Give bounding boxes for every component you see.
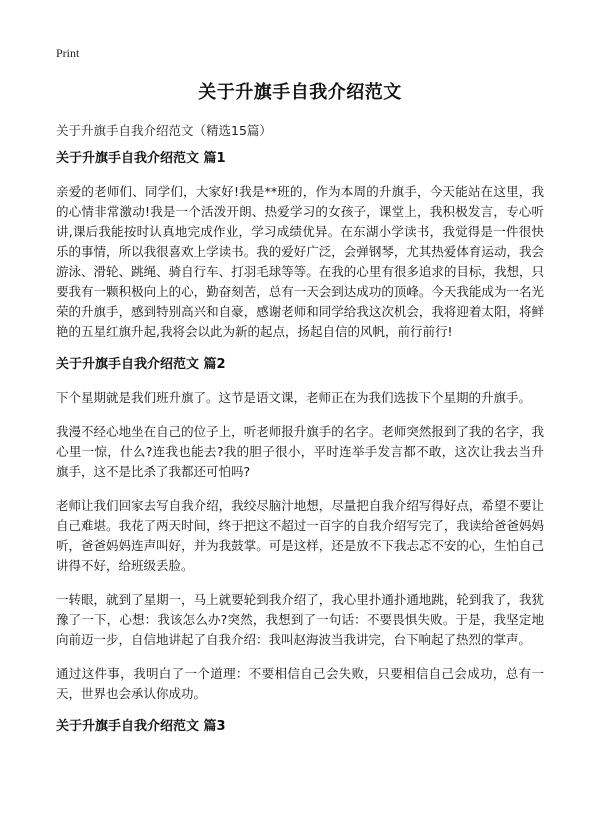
section-heading: 关于升旗手自我介绍范文 篇1 (56, 151, 226, 166)
section-heading: 关于升旗手自我介绍范文 篇2 (56, 357, 226, 372)
paragraph: 一转眼，就到了星期一，马上就要轮到我介绍了，我心里扑通扑通地跳，轮到我了，我犹豫了一下，心想：我该怎么办?突然，我想到了一句话：不要畏惧失败。于是，我坚定地向前迈一步，自信地讲起了自我介绍：我叫赵海波当我讲完，台下响起了热烈的掌声。 (56, 592, 544, 647)
paragraph: 老师让我们回家去写自我介绍，我绞尽脑汁地想，尽量把自我介绍写得好点，希望不要让自己难堪。我花了两天时间，终于把这不超过一百字的自我介绍写完了，我读给爸爸妈妈听，爸爸妈妈连声叫好，并为我鼓掌。可是这样，还是放不下我忐忑不安的心，生怕自己讲得不好，给班级丢脸。 (56, 498, 544, 573)
section-heading: 关于升旗手自我介绍范文 篇3 (56, 719, 226, 734)
section-2 (56, 356, 544, 704)
document-body (56, 150, 544, 750)
section-3 (56, 718, 544, 736)
paragraph: 下个星期就是我们班升旗了。这节是语文课，老师正在为我们选拔下个星期的升旗手。 (56, 390, 532, 405)
paragraph: 亲爱的老师们、同学们，大家好!我是**班的，作为本周的升旗手，今天能站在这里，我的心情非常激动!我是一个活泼开朗、热爱学习的女孩子，课堂上，我积极发言，专心听讲,课后我能按时认真地完成作业，学习成绩优异。在东湖小学读书，我觉得是一件很快乐的事情，所以我很喜欢上学读书。我的爱好广泛，会弹钢琴，尤其热爱体育运动，我会游泳、滑轮、跳绳、骑自行车、打羽毛球等等。在我的心里有很多追求的目标，我想，只要我有一颗积极向上的心，勤奋刻苦，总有一天会到达成功的顶峰。今天我能成为一名光荣的升旗手，感到特别高兴和自豪，感谢老师和同学给我这次机会，我将迎着太阳，将鲜艳的五星红旗升起,我将会以此为新的起点，扬起自信的风帆，前行前行! (56, 184, 544, 339)
document-title: 关于升旗手自我介绍范文 (198, 82, 402, 103)
paragraph: 通过这件事，我明白了一个道理：不要相信自己会失败，只要相信自己会成功，总有一天，世界也会承认你成功。 (56, 666, 544, 701)
print-link[interactable]: Print (56, 46, 80, 60)
paragraph: 我漫不经心地坐在自己的位子上，听老师报升旗手的名字。老师突然报到了我的名字，我心里一惊，什么?连我也能去?我的胆子很小，平时连举手发言都不敢，这次让我去当升旗手，这不是比杀了我都还可怕吗? (56, 424, 544, 479)
section-1 (56, 150, 544, 342)
document-subtitle: 关于升旗手自我介绍范文（精选15篇） (56, 123, 272, 138)
